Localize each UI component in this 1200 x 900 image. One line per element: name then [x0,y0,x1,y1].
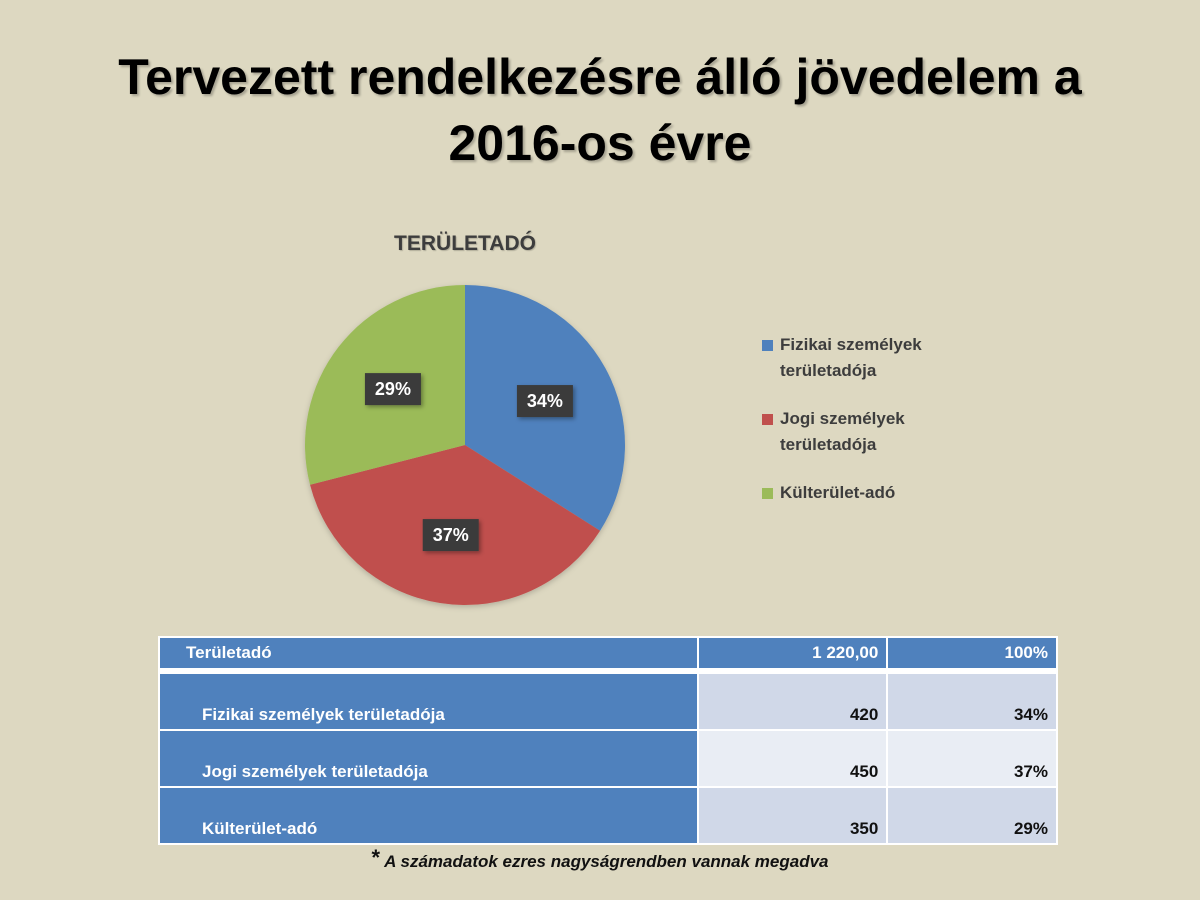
legend-item [762,406,1000,458]
pie-label-text: 29% [374,379,411,400]
pie-chart [290,270,640,620]
row-percent: 29% [887,787,1057,844]
footnote-text: A számadatok ezres nagyságrendben vannak megadva [384,852,829,871]
header-percent: 100% [887,637,1057,671]
pie-label-text: 37% [432,525,469,546]
legend-label-line-2: területadója [780,361,877,380]
row-amount: 450 [698,730,888,787]
legend-label-line-2: területadója [780,435,877,454]
pie-data-label [423,519,479,551]
table-row [159,787,1057,844]
chart-title: TERÜLETADÓ [394,232,536,255]
data-table [158,636,1058,845]
header-amount: 1 220,00 [698,637,888,671]
legend-label-line-1: Jogi személyek [780,409,905,428]
pie-data-label [517,385,573,417]
chart-legend [762,332,1000,506]
row-label: Jogi személyek területadója [159,730,698,787]
legend-swatch [762,340,773,351]
row-label: Fizikai személyek területadója [159,671,698,730]
legend-swatch [762,414,773,425]
legend-item [762,480,1000,506]
pie-data-label [365,373,421,405]
row-percent: 37% [887,730,1057,787]
pie-label-text: 34% [526,391,563,412]
legend-item [762,332,1000,384]
row-amount: 350 [698,787,888,844]
footnote-asterisk: * [371,845,381,870]
legend-swatch [762,488,773,499]
table-header-row [159,637,1057,671]
slide-title [0,44,1200,176]
slide-title-line-1: Tervezett rendelkezésre álló jövedelem a [118,49,1082,105]
legend-label-line-1: Külterület-adó [780,483,896,502]
table-row [159,671,1057,730]
row-amount: 420 [698,671,888,730]
footnote [0,845,1200,872]
table-row [159,730,1057,787]
slide-title-line-2: 2016-os évre [448,115,752,171]
header-label: Területadó [159,637,698,671]
row-label: Külterület-adó [159,787,698,844]
row-percent: 34% [887,671,1057,730]
legend-label-line-1: Fizikai személyek [780,335,922,354]
